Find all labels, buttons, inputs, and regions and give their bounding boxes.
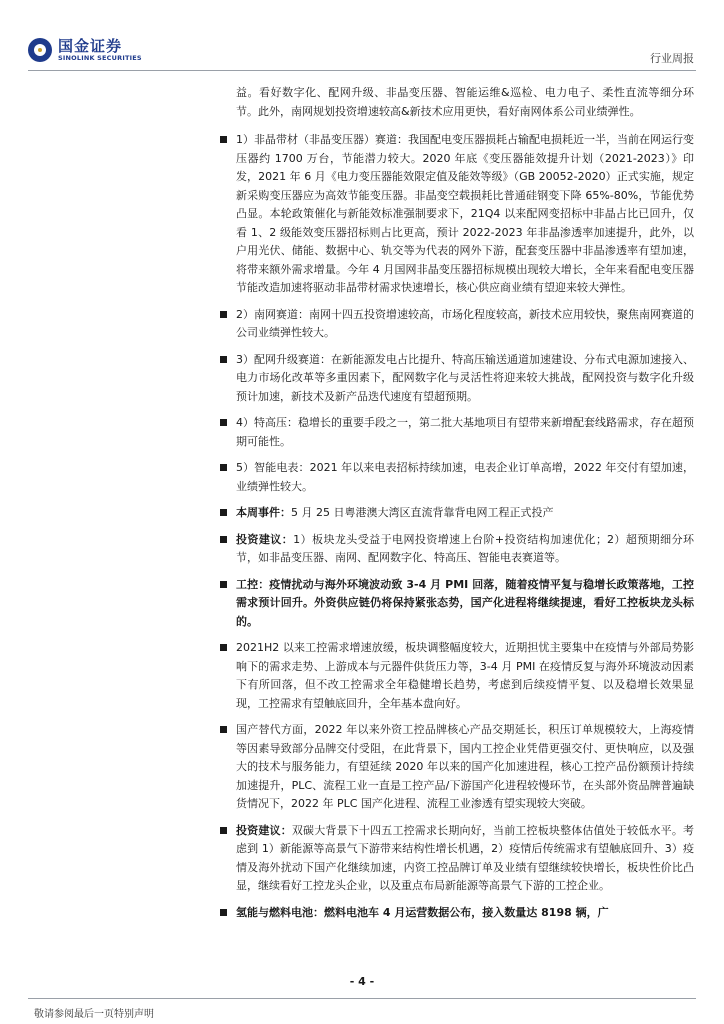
paragraph-lead: 工控： xyxy=(236,577,270,591)
paragraph xyxy=(236,576,694,632)
footer-divider xyxy=(28,998,696,999)
paragraph-text: 5）智能电表：2021 年以来电表招标持续加速，电表企业订单高增，2022 年交付有望加速，业绩弹性较大。 xyxy=(236,461,694,493)
paragraph xyxy=(236,131,694,298)
square-bullet-icon xyxy=(220,581,227,588)
square-bullet-icon xyxy=(220,464,227,471)
paragraph-text: 双碳大背景下十四五工控需求长期向好，当前工控板块整体估值处于较低水平。考虑到 1）新能源等高景气下游带来结构性增长机遇，2）疫情后传统需求有望触底回升、3）疫情及海外扰动下国产化继续加速，内资工控品牌订单及业绩有望继续较快增长，板块性价比凸显，继续看好工控龙头企业，以及重点布局新能源等高景气下游的工控企业。 xyxy=(236,823,694,892)
square-bullet-icon xyxy=(220,509,227,516)
paragraph xyxy=(236,459,694,496)
paragraph xyxy=(236,639,694,713)
paragraph-text: 益。看好数字化、配网升级、非晶变压器、智能运维&巡检、电力电子、柔性直流等细分环节。此外，南网规划投资增速较高&新技术应用更快，看好南网体系公司业绩弹性。 xyxy=(236,86,694,118)
report-body xyxy=(236,84,694,930)
paragraph xyxy=(236,414,694,451)
paragraph-lead: 投资建议： xyxy=(236,532,294,546)
square-bullet-icon xyxy=(220,536,227,543)
page-number: - 4 - xyxy=(349,975,375,988)
paragraph xyxy=(236,84,694,121)
paragraph xyxy=(236,721,694,814)
paragraph xyxy=(236,306,694,343)
paragraph-text: 1）板块龙头受益于电网投资增速上台阶+投资结构加速优化；2）超预期细分环节，如非晶变压器、南网、配网数字化、特高压、智能电表赛道等。 xyxy=(236,532,694,564)
footer-disclaimer: 敬请参阅最后一页特别声明 xyxy=(34,1009,154,1020)
paragraph-lead: 投资建议： xyxy=(236,823,292,837)
paragraph xyxy=(236,351,694,407)
paragraph-lead: 氢能与燃料电池： xyxy=(236,905,324,919)
logo-emblem-icon xyxy=(28,38,52,62)
paragraph-text: 1）非晶带材（非晶变压器）赛道：我国配电变压器损耗占输配电损耗近一半，当前在网运行变压器约 1700 万台，节能潜力较大。2020 年底《变压器能效提升计划（2021-2023）》印发，2021 年 6 月《电力变压器能效限定值及能效等级》（GB 20052-2020）正式实施，规定新采购变压器应为高效节能变压器。非晶变空载损耗比普通硅钢变下降 65%-80%，节能优势凸显。本轮政策催化与新能效标准强制要求下，21Q4 以来配网变招标中非晶占比已回升，仅看 1、2 级能效变压器招标则占比更高，预计 2022-2023 年非晶渗透率加速提升，此外，以户用光伏、储能、数据中心、轨交等为代表的网外下游，配套变压器中非晶渗透率有望加速，将带来额外需求增量。今年 4 月国网非晶变压器招标规模出现较大增长，全年来看配电变压器节能改造加速将驱动非晶带材需求快速增长，核心供应商业绩有望迎来较大弹性。 xyxy=(236,133,694,294)
paragraph xyxy=(236,504,694,523)
logo-chinese-name: 国金证券 xyxy=(58,37,123,55)
square-bullet-icon xyxy=(220,419,227,426)
paragraph-text: 疫情扰动与海外环境波动致 3-4 月 PMI 回落，随着疫情平复与稳增长政策落地，工控需求预计回升。外资供应链仍将保持紧张态势，国产化进程将继续提速，看好工控板块龙头标的。 xyxy=(236,577,695,628)
square-bullet-icon xyxy=(220,356,227,363)
paragraph xyxy=(236,822,694,896)
header-divider xyxy=(28,70,696,71)
page-header xyxy=(0,0,724,70)
company-logo xyxy=(28,38,142,62)
paragraph-text: 4）特高压：稳增长的重要手段之一，第二批大基地项目有望带来新增配套线路需求，存在超预期可能性。 xyxy=(236,416,694,448)
paragraph-text: 3）配网升级赛道：在新能源发电占比提升、特高压输送通道加速建设、分布式电源加速接入、电力市场化改革等多重因素下，配网数字化与灵活性将迎来较大挑战，配网投资与数字化升级预计加速，新技术及新产品迭代速度有望超预期。 xyxy=(236,352,694,403)
paragraph-text: 2021H2 以来工控需求增速放缓，板块调整幅度较大，近期担忧主要集中在疫情与外部局势影响下的需求走势、上游成本与元器件供货压力等，3-4 月 PMI 在疫情反复与海外环境波动因素下有所回落，但不改工控需求全年稳健增长趋势，考虑到后续疫情平复、以及稳增长效果显现，工控需求有望触底回升，全年基本盘向好。 xyxy=(236,641,694,710)
square-bullet-icon xyxy=(220,311,227,318)
paragraph-text: 2）南网赛道：南网十四五投资增速较高，市场化程度较高，新技术应用较快，聚焦南网赛道的公司业绩弹性较大。 xyxy=(236,307,694,339)
square-bullet-icon xyxy=(220,644,227,651)
logo-english-name: SINOLINK SECURITIES xyxy=(58,54,142,62)
square-bullet-icon xyxy=(220,136,227,143)
paragraph-text: 国产替代方面，2022 年以来外资工控品牌核心产品交期延长，积压订单规模较大，上海疫情等因素导致部分品牌交付受阻，在此背景下，国内工控企业凭借更强交付、更快响应，以及强大的技术与服务能力，有望延续 2020 年以来的国产化加速进程，核心工控产品份额预计持续加速提升，PLC、流程工业一直是工控产品/下游国产化进程较慢环节，在头部外资品牌普遍缺货情况下，2022 年 PLC 国产化进程、流程工业渗透有望实现较大突破。 xyxy=(236,723,694,810)
paragraph-lead: 本周事件： xyxy=(236,506,291,519)
square-bullet-icon xyxy=(220,827,227,834)
paragraph xyxy=(236,531,694,568)
paragraph-text: 5 月 25 日粤港澳大湾区直流背靠背电网工程正式投产 xyxy=(291,506,554,519)
report-type-label: 行业周报 xyxy=(650,52,694,65)
square-bullet-icon xyxy=(220,726,227,733)
paragraph xyxy=(236,904,694,923)
square-bullet-icon xyxy=(220,909,227,916)
paragraph-text: 燃料电池车 4 月运营数据公布，接入数量达 8198 辆，广 xyxy=(324,905,609,919)
